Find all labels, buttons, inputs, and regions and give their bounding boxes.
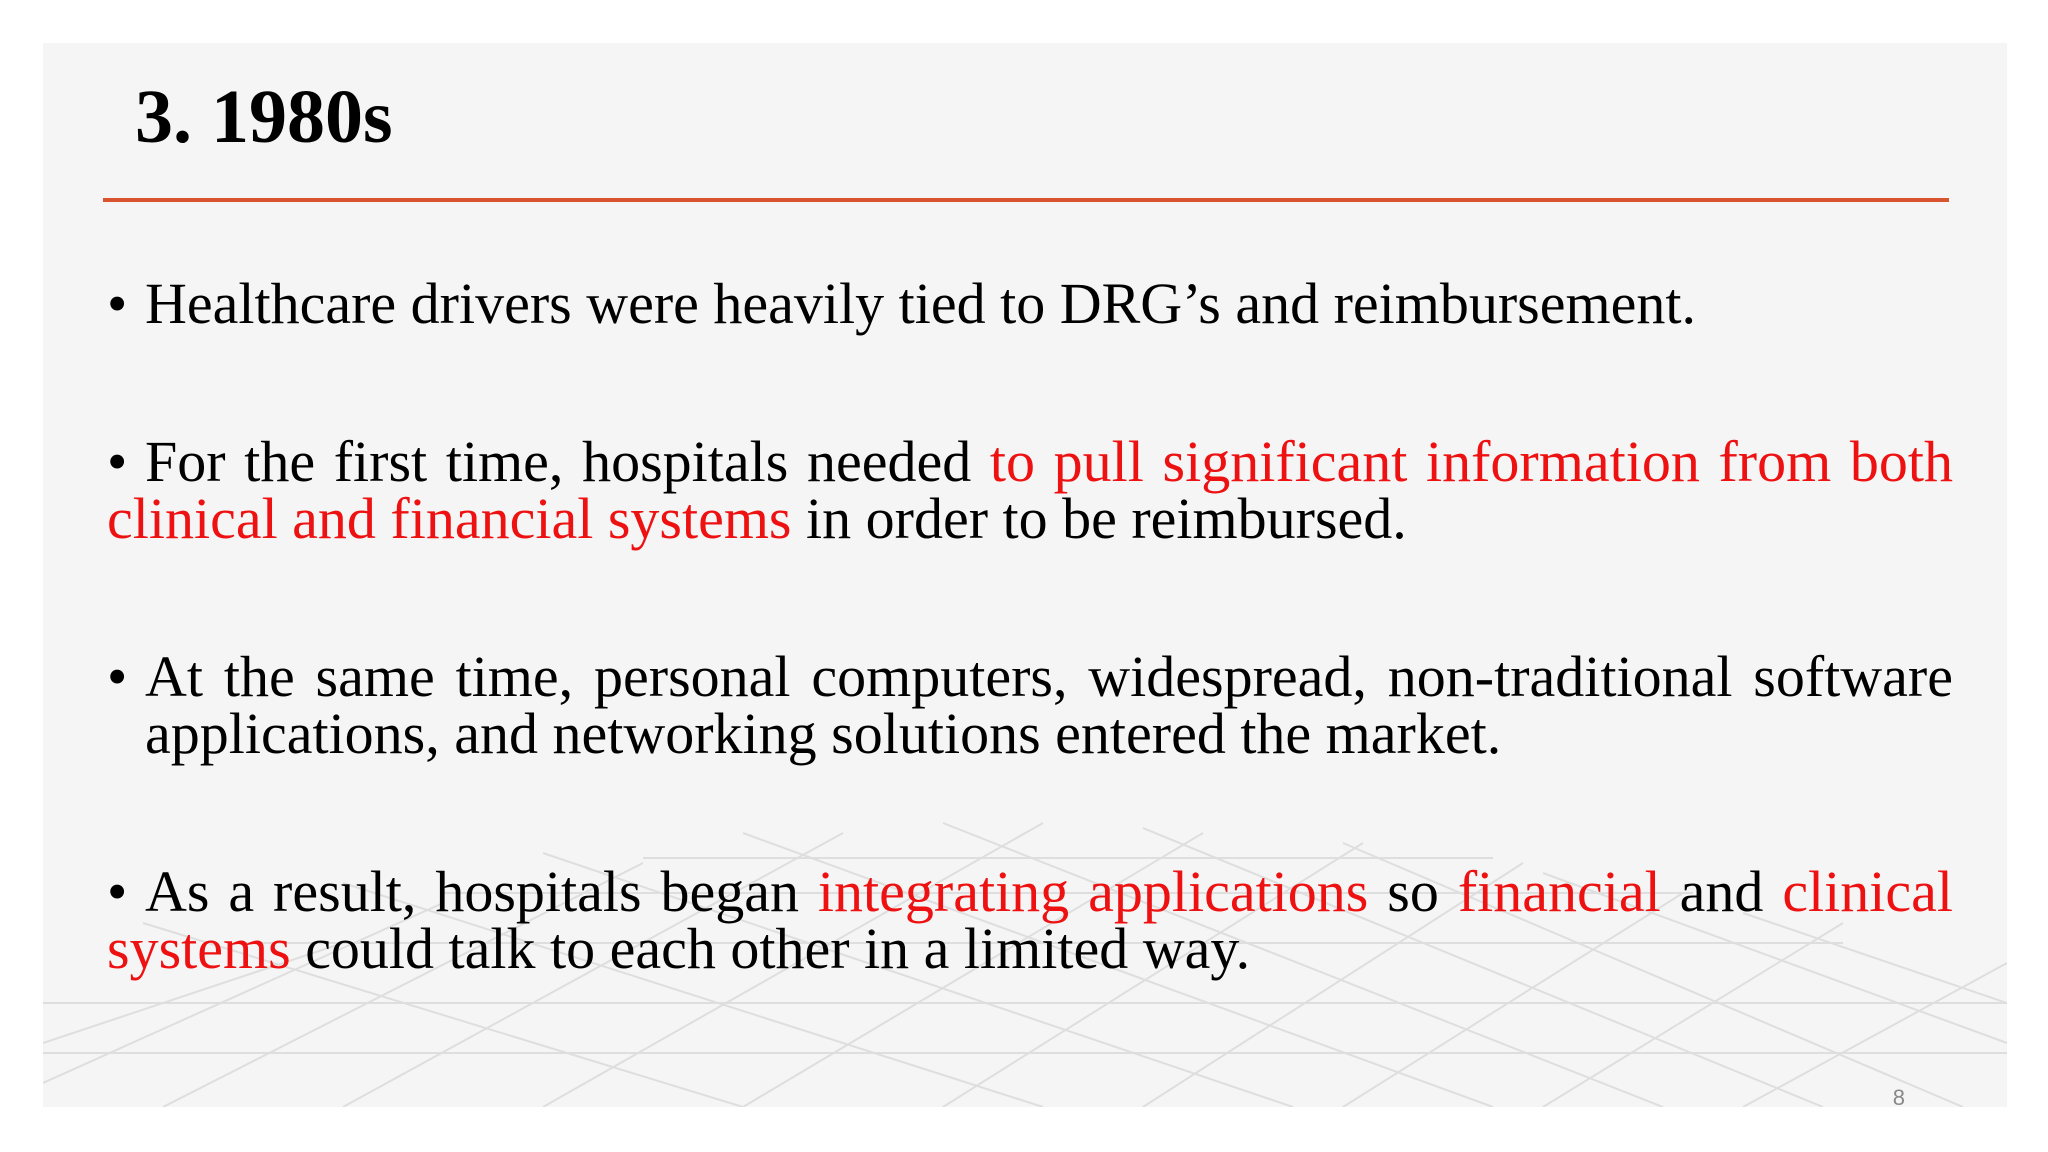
bullet-4 [107, 859, 1953, 981]
bullet-1 [107, 271, 1953, 336]
bullet-3-text: At the same time, personal computers, widespread, non-traditional software applications, and networking solutions entered the market. [145, 644, 1953, 766]
bullet-2 [107, 429, 1954, 551]
bullet-4-highlight-financial: financial [1457, 859, 1661, 924]
bullet-2-text-end: in order to be reimbursed. [791, 486, 1407, 551]
bullet-3 [107, 644, 1953, 766]
bullet-marker: • [107, 271, 128, 336]
bullet-4-text-end: could talk to each other in a limited way. [290, 916, 1251, 981]
slide-title: 3. 1980s [135, 75, 393, 159]
bullet-2-text: For the first time, hospitals needed [145, 429, 990, 494]
bullet-marker: • [107, 429, 128, 494]
slide [43, 43, 2007, 1107]
page-number: 8 [1892, 1085, 1905, 1107]
bullet-4-text-and: and [1660, 859, 1783, 924]
bullet-marker: • [107, 644, 128, 709]
bullet-1-text: Healthcare drivers were heavily tied to DRG’s and reimbursement. [145, 271, 1696, 336]
bullet-2-highlight: to pull significant information from both clinical and financial systems [107, 429, 1954, 551]
bullet-4-highlight-clinical: clinical systems [107, 859, 1953, 981]
title-divider [103, 198, 1949, 202]
bullet-4-highlight-integrating: integrating applications [817, 859, 1369, 924]
bullet-4-text-so: so [1368, 859, 1458, 924]
bullet-4-text: As a result, hospitals began [145, 859, 818, 924]
bullet-marker: • [107, 859, 128, 924]
